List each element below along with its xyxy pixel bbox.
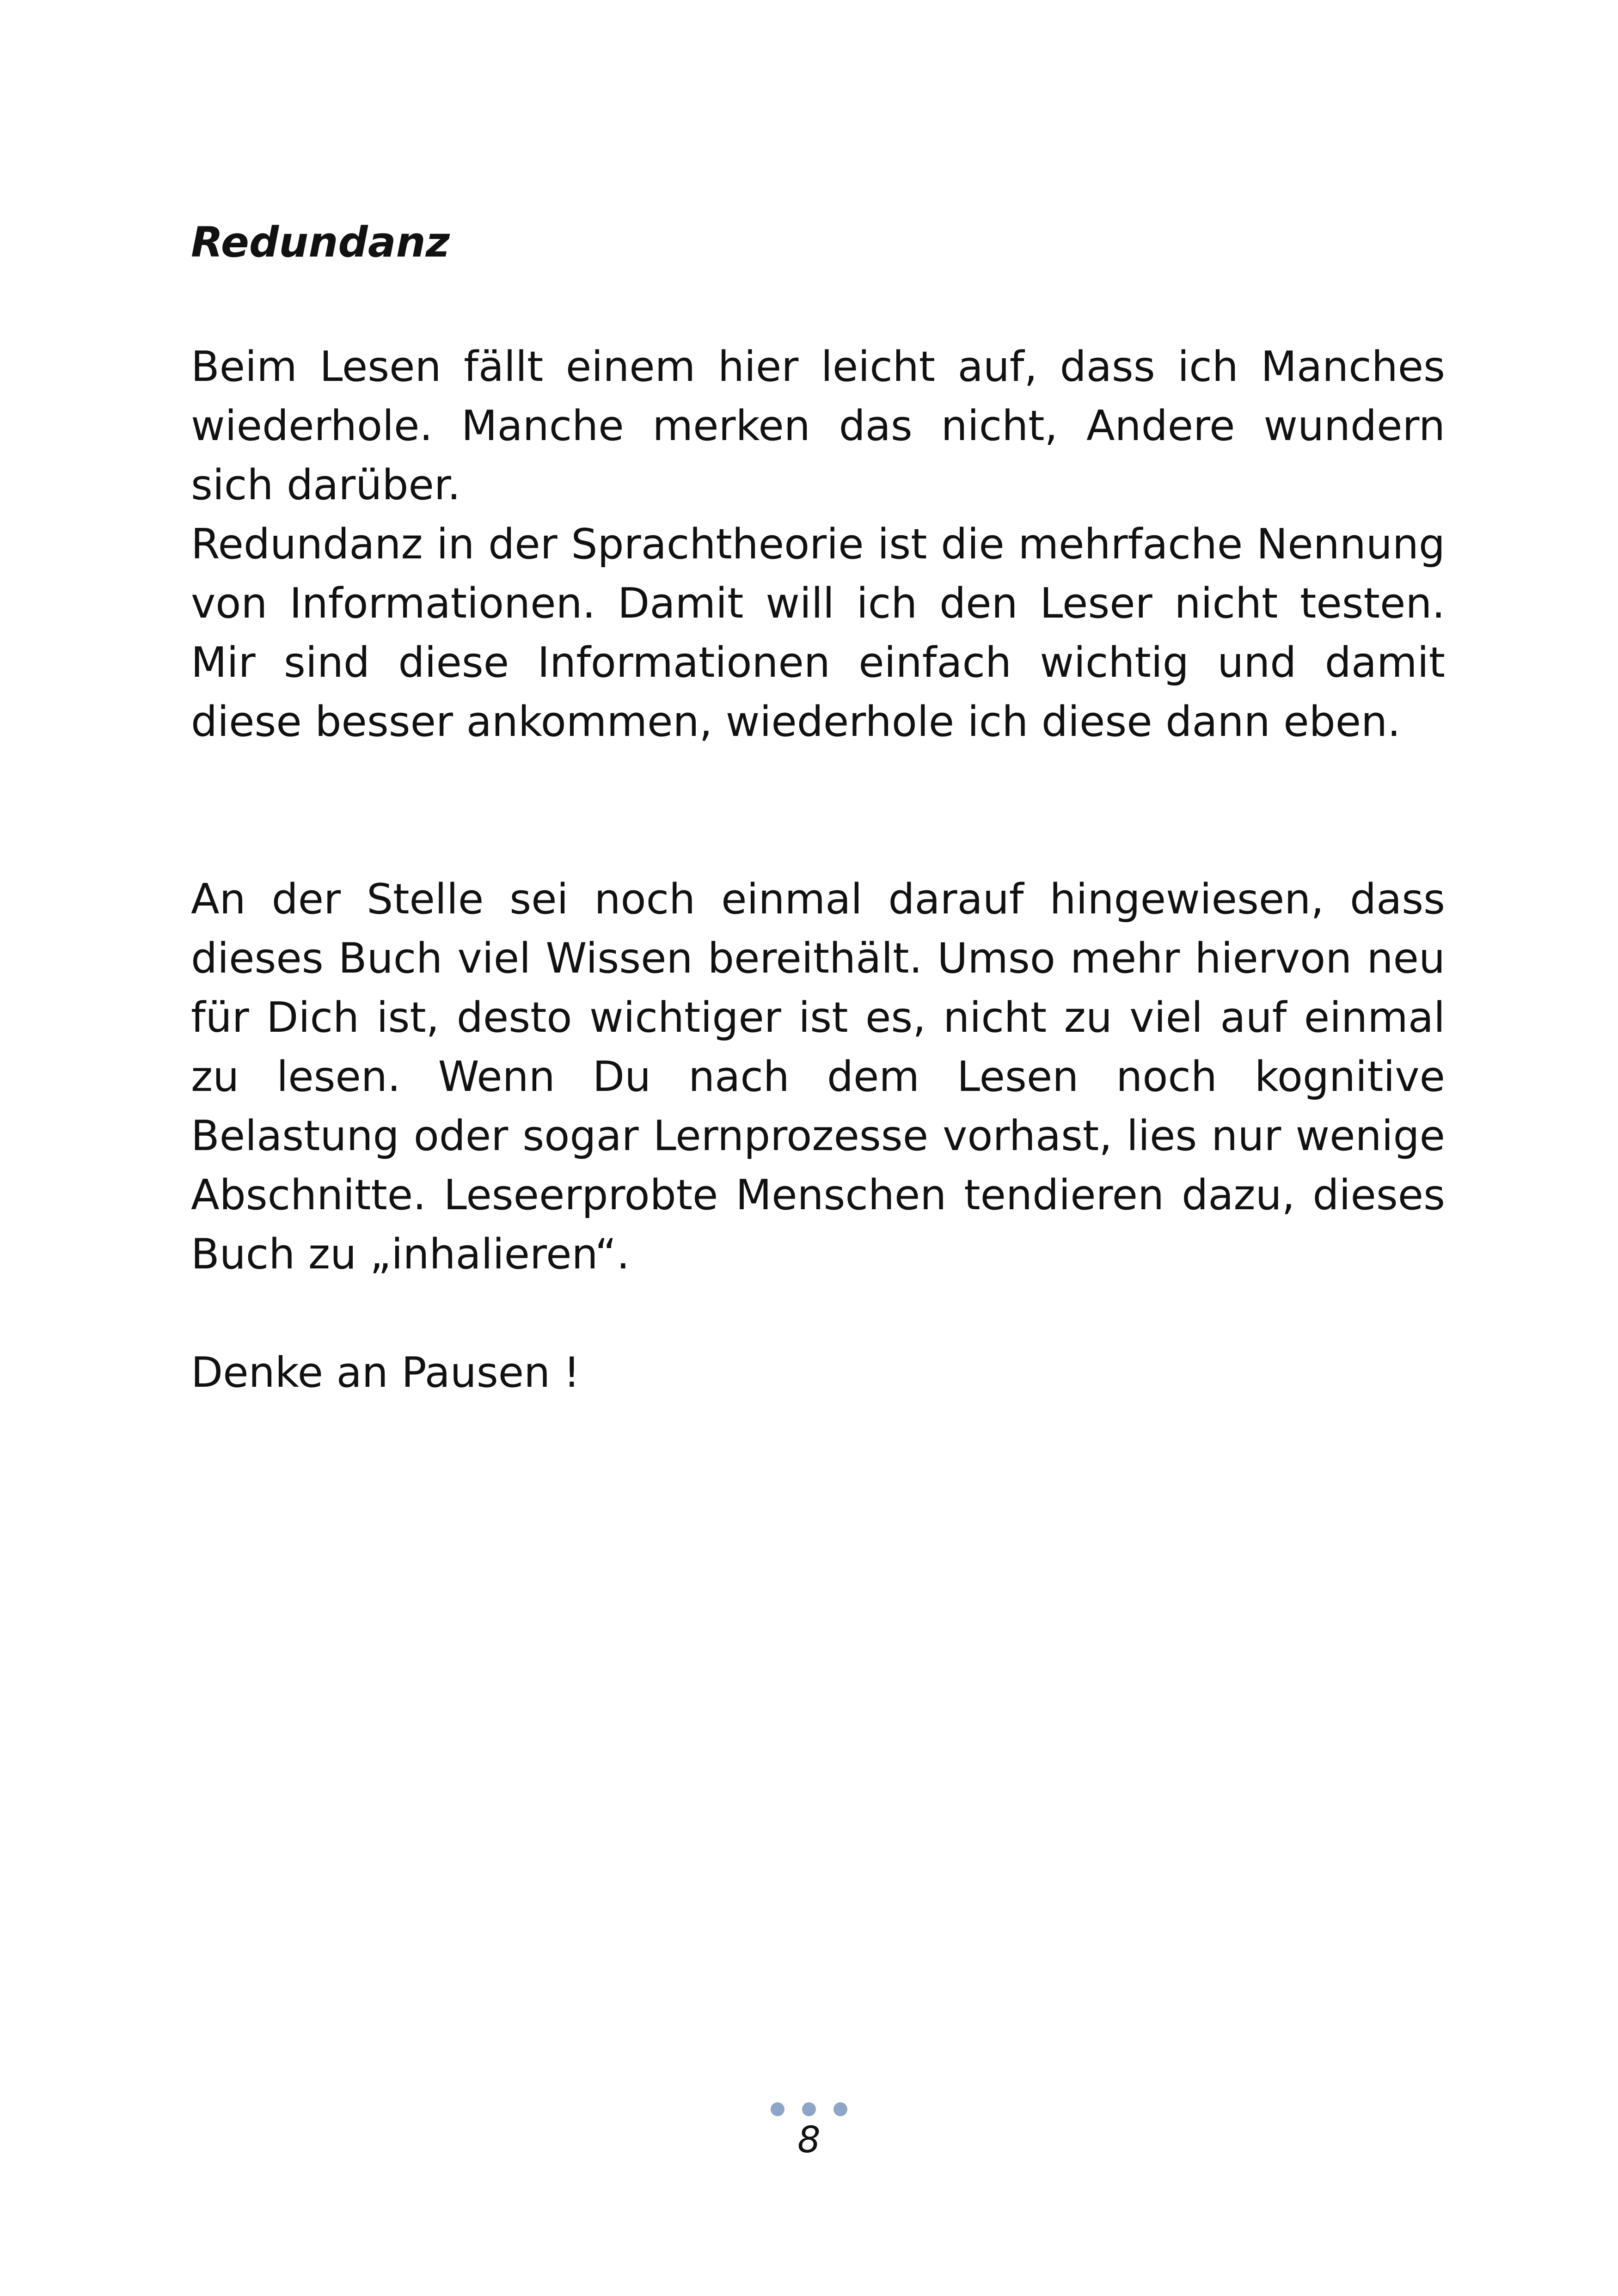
ornament-dot-icon — [771, 2102, 784, 2116]
page-footer — [0, 2101, 1618, 2161]
paragraph-redundancy-definition: Redundanz in der Sprachtheorie ist die mehrfache Nennung von Informationen. Damit will ich den Leser nicht testen. Mir sind diese Informationen einfach wichtig und damit diese besser ankommen, wiederhole ich diese dann eben. — [191, 520, 1445, 746]
paragraph-reading-advice: An der Stelle sei noch einmal darauf hingewiesen, dass dieses Buch viel Wissen bereithält. Umso mehr hiervon neu für Dich ist, desto wichtiger ist es, nicht zu viel auf einmal zu lesen. Wenn Du nach dem Lesen noch kognitive Belastung oder sogar Lernprozesse vorhast, lies nur wenige Abschnitte. Leseerprobte Menschen tendieren dazu, dieses Buch zu „inhalieren“. — [191, 875, 1445, 1279]
ornament-dot-icon — [834, 2102, 847, 2116]
footer-ornament — [0, 2101, 1618, 2118]
ornament-dot-icon — [802, 2102, 816, 2116]
paragraph-intro: Beim Lesen fällt einem hier leicht auf, dass ich Manches wiederhole. Manche merken das nicht, Andere wundern sich darüber. — [191, 343, 1445, 509]
paragraph-spacer — [191, 752, 1445, 870]
paragraph-spacer — [191, 1284, 1445, 1343]
page-content — [191, 217, 1445, 1402]
page-number: 8 — [797, 2119, 821, 2161]
section-heading: Redundanz — [191, 218, 450, 267]
paragraph-closing-note: Denke an Pausen ! — [191, 1348, 580, 1397]
